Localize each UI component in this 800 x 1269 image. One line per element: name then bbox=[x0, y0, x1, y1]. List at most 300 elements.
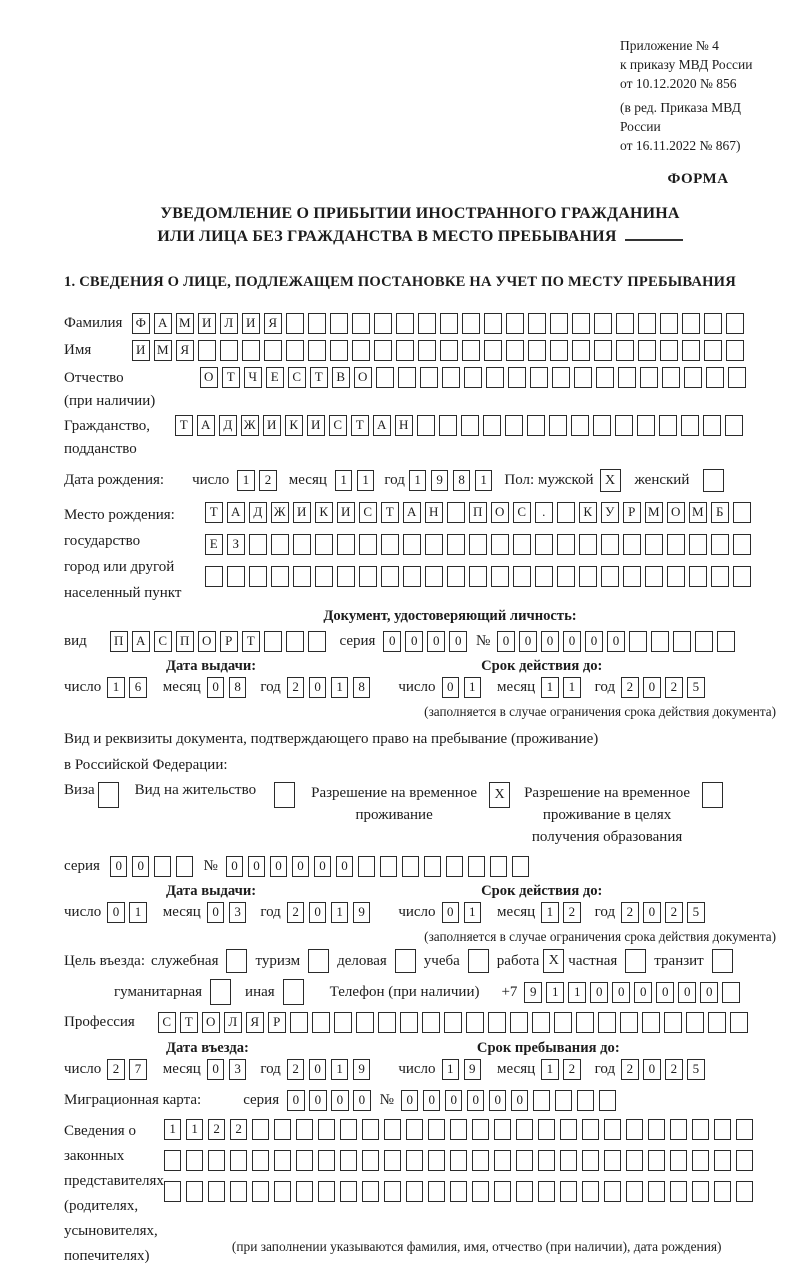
form-cell[interactable]: 8 bbox=[453, 470, 471, 491]
form-cell[interactable]: 9 bbox=[524, 982, 542, 1003]
form-cell[interactable]: 1 bbox=[357, 470, 375, 491]
form-cell[interactable] bbox=[406, 1181, 424, 1202]
form-cell[interactable] bbox=[220, 340, 238, 361]
form-cell[interactable] bbox=[571, 415, 589, 436]
form-cell[interactable] bbox=[359, 566, 377, 587]
form-cell[interactable]: И bbox=[293, 502, 311, 523]
form-cell[interactable] bbox=[577, 1090, 595, 1111]
form-cell[interactable] bbox=[352, 313, 370, 334]
form-cell[interactable] bbox=[651, 631, 669, 652]
form-cell[interactable]: 1 bbox=[331, 902, 349, 923]
form-cell[interactable] bbox=[513, 566, 531, 587]
form-cell[interactable]: К bbox=[579, 502, 597, 523]
form-cell[interactable]: Т bbox=[222, 367, 240, 388]
form-cell[interactable]: 0 bbox=[226, 856, 244, 877]
form-cell[interactable] bbox=[264, 631, 282, 652]
form-cell[interactable] bbox=[557, 534, 575, 555]
form-cell[interactable] bbox=[444, 1012, 462, 1033]
form-cell[interactable] bbox=[491, 566, 509, 587]
form-cell[interactable] bbox=[376, 367, 394, 388]
form-cell[interactable] bbox=[554, 1012, 572, 1033]
form-cell[interactable] bbox=[494, 1119, 512, 1140]
form-cell[interactable]: 2 bbox=[208, 1119, 226, 1140]
purpose-humanitarian-checkbox[interactable] bbox=[210, 979, 231, 1005]
form-cell[interactable] bbox=[601, 566, 619, 587]
form-cell[interactable] bbox=[704, 313, 722, 334]
form-cell[interactable]: 2 bbox=[665, 1059, 683, 1080]
form-cell[interactable] bbox=[530, 367, 548, 388]
form-cell[interactable]: Л bbox=[224, 1012, 242, 1033]
form-cell[interactable] bbox=[186, 1150, 204, 1171]
form-cell[interactable]: Р bbox=[623, 502, 641, 523]
form-cell[interactable] bbox=[711, 534, 729, 555]
form-cell[interactable] bbox=[447, 502, 465, 523]
form-cell[interactable] bbox=[425, 566, 443, 587]
form-cell[interactable] bbox=[560, 1150, 578, 1171]
form-cell[interactable] bbox=[447, 534, 465, 555]
form-cell[interactable] bbox=[640, 367, 658, 388]
form-cell[interactable] bbox=[472, 1181, 490, 1202]
form-cell[interactable] bbox=[593, 415, 611, 436]
form-cell[interactable]: Т bbox=[310, 367, 328, 388]
form-cell[interactable]: 2 bbox=[665, 902, 683, 923]
form-cell[interactable]: 0 bbox=[442, 902, 460, 923]
form-cell[interactable] bbox=[249, 566, 267, 587]
form-cell[interactable] bbox=[484, 313, 502, 334]
form-cell[interactable] bbox=[450, 1181, 468, 1202]
form-cell[interactable] bbox=[598, 1012, 616, 1033]
form-cell[interactable] bbox=[708, 1012, 726, 1033]
form-cell[interactable]: 0 bbox=[353, 1090, 371, 1111]
form-cell[interactable] bbox=[340, 1181, 358, 1202]
form-cell[interactable]: А bbox=[373, 415, 391, 436]
form-cell[interactable] bbox=[550, 313, 568, 334]
form-cell[interactable] bbox=[638, 340, 656, 361]
form-cell[interactable] bbox=[417, 415, 435, 436]
form-cell[interactable] bbox=[271, 534, 289, 555]
form-cell[interactable]: 1 bbox=[568, 982, 586, 1003]
form-cell[interactable] bbox=[623, 534, 641, 555]
form-cell[interactable] bbox=[725, 415, 743, 436]
form-cell[interactable] bbox=[711, 566, 729, 587]
form-cell[interactable] bbox=[704, 340, 722, 361]
form-cell[interactable] bbox=[637, 415, 655, 436]
form-cell[interactable] bbox=[549, 415, 567, 436]
form-cell[interactable] bbox=[286, 631, 304, 652]
form-cell[interactable] bbox=[230, 1181, 248, 1202]
form-cell[interactable]: 9 bbox=[464, 1059, 482, 1080]
form-cell[interactable] bbox=[337, 566, 355, 587]
form-cell[interactable]: 0 bbox=[132, 856, 150, 877]
form-cell[interactable] bbox=[484, 340, 502, 361]
form-cell[interactable] bbox=[286, 313, 304, 334]
form-cell[interactable]: 1 bbox=[331, 1059, 349, 1080]
form-cell[interactable]: 1 bbox=[409, 470, 427, 491]
form-cell[interactable] bbox=[461, 415, 479, 436]
form-cell[interactable] bbox=[472, 1150, 490, 1171]
form-cell[interactable] bbox=[717, 631, 735, 652]
form-cell[interactable]: 0 bbox=[634, 982, 652, 1003]
form-cell[interactable]: О bbox=[202, 1012, 220, 1033]
form-cell[interactable]: Т bbox=[381, 502, 399, 523]
form-cell[interactable]: И bbox=[132, 340, 150, 361]
form-cell[interactable] bbox=[626, 1181, 644, 1202]
form-cell[interactable] bbox=[557, 566, 575, 587]
form-cell[interactable]: 8 bbox=[353, 677, 371, 698]
form-cell[interactable]: 0 bbox=[643, 902, 661, 923]
form-cell[interactable]: 2 bbox=[563, 902, 581, 923]
form-cell[interactable]: С bbox=[158, 1012, 176, 1033]
form-cell[interactable] bbox=[308, 631, 326, 652]
form-cell[interactable] bbox=[381, 566, 399, 587]
form-cell[interactable] bbox=[296, 1181, 314, 1202]
form-cell[interactable]: 0 bbox=[207, 902, 225, 923]
form-cell[interactable] bbox=[252, 1150, 270, 1171]
form-cell[interactable] bbox=[736, 1150, 754, 1171]
form-cell[interactable]: А bbox=[132, 631, 150, 652]
form-cell[interactable]: 1 bbox=[541, 677, 559, 698]
form-cell[interactable] bbox=[648, 1119, 666, 1140]
form-cell[interactable] bbox=[623, 566, 641, 587]
form-cell[interactable] bbox=[626, 1119, 644, 1140]
form-cell[interactable] bbox=[660, 313, 678, 334]
form-cell[interactable] bbox=[424, 856, 442, 877]
form-cell[interactable] bbox=[264, 340, 282, 361]
form-cell[interactable]: П bbox=[176, 631, 194, 652]
form-cell[interactable] bbox=[616, 340, 634, 361]
form-cell[interactable] bbox=[447, 566, 465, 587]
form-cell[interactable] bbox=[692, 1150, 710, 1171]
form-cell[interactable] bbox=[403, 534, 421, 555]
form-cell[interactable]: 2 bbox=[287, 677, 305, 698]
form-cell[interactable]: 0 bbox=[314, 856, 332, 877]
form-cell[interactable] bbox=[488, 1012, 506, 1033]
form-cell[interactable] bbox=[402, 856, 420, 877]
form-cell[interactable] bbox=[648, 1150, 666, 1171]
form-cell[interactable]: 0 bbox=[336, 856, 354, 877]
form-cell[interactable]: Ж bbox=[241, 415, 259, 436]
form-cell[interactable] bbox=[733, 534, 751, 555]
form-cell[interactable]: С bbox=[288, 367, 306, 388]
form-cell[interactable] bbox=[596, 367, 614, 388]
form-cell[interactable] bbox=[418, 340, 436, 361]
form-cell[interactable]: 0 bbox=[590, 982, 608, 1003]
sex-male-checkbox[interactable]: X bbox=[600, 469, 621, 492]
form-cell[interactable] bbox=[576, 1012, 594, 1033]
form-cell[interactable]: Т bbox=[180, 1012, 198, 1033]
form-cell[interactable] bbox=[660, 340, 678, 361]
form-cell[interactable]: Ф bbox=[132, 313, 150, 334]
form-cell[interactable]: 2 bbox=[230, 1119, 248, 1140]
form-cell[interactable]: 3 bbox=[229, 1059, 247, 1080]
form-cell[interactable]: Р bbox=[220, 631, 238, 652]
purpose-official-checkbox[interactable] bbox=[226, 949, 247, 973]
form-cell[interactable] bbox=[486, 367, 504, 388]
form-cell[interactable]: 0 bbox=[270, 856, 288, 877]
form-cell[interactable] bbox=[645, 566, 663, 587]
form-cell[interactable]: 0 bbox=[442, 677, 460, 698]
form-cell[interactable]: 9 bbox=[431, 470, 449, 491]
form-cell[interactable]: 0 bbox=[309, 677, 327, 698]
form-cell[interactable]: 0 bbox=[292, 856, 310, 877]
form-cell[interactable] bbox=[318, 1181, 336, 1202]
form-cell[interactable] bbox=[733, 566, 751, 587]
form-cell[interactable] bbox=[535, 566, 553, 587]
form-cell[interactable] bbox=[582, 1150, 600, 1171]
form-cell[interactable]: 0 bbox=[643, 1059, 661, 1080]
form-cell[interactable] bbox=[703, 415, 721, 436]
temp-residence-edu-checkbox[interactable] bbox=[702, 782, 723, 808]
form-cell[interactable]: 6 bbox=[129, 677, 147, 698]
form-cell[interactable] bbox=[560, 1119, 578, 1140]
form-cell[interactable]: 1 bbox=[442, 1059, 460, 1080]
form-cell[interactable] bbox=[293, 566, 311, 587]
form-cell[interactable]: Ж bbox=[271, 502, 289, 523]
form-cell[interactable]: О bbox=[354, 367, 372, 388]
form-cell[interactable] bbox=[538, 1119, 556, 1140]
form-cell[interactable] bbox=[642, 1012, 660, 1033]
form-cell[interactable] bbox=[604, 1119, 622, 1140]
form-cell[interactable]: 2 bbox=[621, 1059, 639, 1080]
form-cell[interactable] bbox=[538, 1150, 556, 1171]
form-cell[interactable] bbox=[516, 1181, 534, 1202]
form-cell[interactable] bbox=[400, 1012, 418, 1033]
form-cell[interactable] bbox=[673, 631, 691, 652]
form-cell[interactable] bbox=[490, 856, 508, 877]
form-cell[interactable]: 1 bbox=[335, 470, 353, 491]
form-cell[interactable] bbox=[396, 340, 414, 361]
form-cell[interactable]: 0 bbox=[489, 1090, 507, 1111]
form-cell[interactable]: 0 bbox=[287, 1090, 305, 1111]
form-cell[interactable] bbox=[535, 534, 553, 555]
form-cell[interactable]: 1 bbox=[546, 982, 564, 1003]
form-cell[interactable]: Ч bbox=[244, 367, 262, 388]
form-cell[interactable]: Н bbox=[425, 502, 443, 523]
form-cell[interactable] bbox=[508, 367, 526, 388]
purpose-tourism-checkbox[interactable] bbox=[308, 949, 329, 973]
form-cell[interactable] bbox=[420, 367, 438, 388]
form-cell[interactable]: 0 bbox=[423, 1090, 441, 1111]
purpose-other-checkbox[interactable] bbox=[283, 979, 304, 1005]
form-cell[interactable] bbox=[384, 1119, 402, 1140]
form-cell[interactable]: 1 bbox=[186, 1119, 204, 1140]
form-cell[interactable]: А bbox=[154, 313, 172, 334]
form-cell[interactable]: 0 bbox=[449, 631, 467, 652]
form-cell[interactable] bbox=[682, 340, 700, 361]
form-cell[interactable] bbox=[164, 1150, 182, 1171]
form-cell[interactable]: Т bbox=[351, 415, 369, 436]
form-cell[interactable] bbox=[682, 313, 700, 334]
purpose-business-checkbox[interactable] bbox=[395, 949, 416, 973]
form-cell[interactable]: 2 bbox=[287, 1059, 305, 1080]
form-cell[interactable]: Я bbox=[264, 313, 282, 334]
form-cell[interactable] bbox=[352, 340, 370, 361]
form-cell[interactable]: 1 bbox=[331, 677, 349, 698]
form-cell[interactable] bbox=[538, 1181, 556, 1202]
form-cell[interactable]: 0 bbox=[383, 631, 401, 652]
form-cell[interactable] bbox=[362, 1150, 380, 1171]
form-cell[interactable]: С bbox=[513, 502, 531, 523]
form-cell[interactable]: 0 bbox=[563, 631, 581, 652]
form-cell[interactable]: Л bbox=[220, 313, 238, 334]
purpose-study-checkbox[interactable] bbox=[468, 949, 489, 973]
form-cell[interactable] bbox=[358, 856, 376, 877]
form-cell[interactable]: О bbox=[667, 502, 685, 523]
form-cell[interactable]: 9 bbox=[353, 1059, 371, 1080]
form-cell[interactable]: Я bbox=[176, 340, 194, 361]
form-cell[interactable] bbox=[528, 313, 546, 334]
form-cell[interactable] bbox=[667, 566, 685, 587]
form-cell[interactable]: 0 bbox=[519, 631, 537, 652]
form-cell[interactable]: 0 bbox=[678, 982, 696, 1003]
form-cell[interactable]: 0 bbox=[401, 1090, 419, 1111]
form-cell[interactable] bbox=[315, 534, 333, 555]
form-cell[interactable] bbox=[450, 1119, 468, 1140]
form-cell[interactable]: С bbox=[329, 415, 347, 436]
form-cell[interactable]: 0 bbox=[309, 1059, 327, 1080]
form-cell[interactable] bbox=[374, 313, 392, 334]
form-cell[interactable]: 0 bbox=[585, 631, 603, 652]
form-cell[interactable]: П bbox=[469, 502, 487, 523]
form-cell[interactable]: 2 bbox=[621, 902, 639, 923]
form-cell[interactable] bbox=[579, 566, 597, 587]
form-cell[interactable] bbox=[599, 1090, 617, 1111]
form-cell[interactable] bbox=[274, 1119, 292, 1140]
form-cell[interactable] bbox=[604, 1150, 622, 1171]
form-cell[interactable] bbox=[594, 340, 612, 361]
form-cell[interactable] bbox=[689, 534, 707, 555]
form-cell[interactable] bbox=[418, 313, 436, 334]
form-cell[interactable] bbox=[462, 340, 480, 361]
form-cell[interactable] bbox=[513, 534, 531, 555]
form-cell[interactable] bbox=[469, 566, 487, 587]
form-cell[interactable]: К bbox=[285, 415, 303, 436]
form-cell[interactable] bbox=[572, 313, 590, 334]
form-cell[interactable]: 1 bbox=[541, 1059, 559, 1080]
form-cell[interactable]: Т bbox=[175, 415, 193, 436]
sex-female-checkbox[interactable] bbox=[703, 469, 724, 492]
form-cell[interactable] bbox=[384, 1181, 402, 1202]
form-cell[interactable] bbox=[380, 856, 398, 877]
form-cell[interactable]: 1 bbox=[464, 902, 482, 923]
form-cell[interactable] bbox=[242, 340, 260, 361]
form-cell[interactable] bbox=[462, 313, 480, 334]
form-cell[interactable]: 0 bbox=[612, 982, 630, 1003]
form-cell[interactable]: А bbox=[197, 415, 215, 436]
form-cell[interactable] bbox=[290, 1012, 308, 1033]
form-cell[interactable] bbox=[686, 1012, 704, 1033]
form-cell[interactable] bbox=[629, 631, 647, 652]
form-cell[interactable] bbox=[439, 415, 457, 436]
form-cell[interactable] bbox=[362, 1181, 380, 1202]
form-cell[interactable] bbox=[557, 502, 575, 523]
form-cell[interactable] bbox=[252, 1119, 270, 1140]
form-cell[interactable]: М bbox=[645, 502, 663, 523]
form-cell[interactable] bbox=[594, 313, 612, 334]
form-cell[interactable]: С bbox=[359, 502, 377, 523]
form-cell[interactable] bbox=[330, 313, 348, 334]
form-cell[interactable] bbox=[695, 631, 713, 652]
form-cell[interactable]: М bbox=[154, 340, 172, 361]
form-cell[interactable] bbox=[274, 1181, 292, 1202]
form-cell[interactable] bbox=[516, 1150, 534, 1171]
form-cell[interactable] bbox=[616, 313, 634, 334]
form-cell[interactable]: 2 bbox=[563, 1059, 581, 1080]
form-cell[interactable]: 0 bbox=[467, 1090, 485, 1111]
form-cell[interactable] bbox=[692, 1181, 710, 1202]
form-cell[interactable] bbox=[684, 367, 702, 388]
form-cell[interactable]: 0 bbox=[331, 1090, 349, 1111]
form-cell[interactable] bbox=[208, 1181, 226, 1202]
form-cell[interactable]: 0 bbox=[110, 856, 128, 877]
form-cell[interactable] bbox=[176, 856, 194, 877]
form-cell[interactable] bbox=[315, 566, 333, 587]
form-cell[interactable] bbox=[689, 566, 707, 587]
form-cell[interactable] bbox=[340, 1119, 358, 1140]
form-cell[interactable]: 0 bbox=[248, 856, 266, 877]
form-cell[interactable] bbox=[730, 1012, 748, 1033]
form-cell[interactable]: 0 bbox=[405, 631, 423, 652]
form-cell[interactable]: . bbox=[535, 502, 553, 523]
form-cell[interactable] bbox=[714, 1119, 732, 1140]
form-cell[interactable] bbox=[664, 1012, 682, 1033]
form-cell[interactable] bbox=[491, 534, 509, 555]
form-cell[interactable] bbox=[733, 502, 751, 523]
form-cell[interactable] bbox=[227, 566, 245, 587]
form-cell[interactable] bbox=[450, 1150, 468, 1171]
form-cell[interactable] bbox=[667, 534, 685, 555]
form-cell[interactable] bbox=[428, 1119, 446, 1140]
form-cell[interactable] bbox=[670, 1181, 688, 1202]
form-cell[interactable] bbox=[296, 1119, 314, 1140]
form-cell[interactable] bbox=[406, 1119, 424, 1140]
form-cell[interactable]: 0 bbox=[207, 677, 225, 698]
form-cell[interactable]: 0 bbox=[107, 902, 125, 923]
form-cell[interactable]: Я bbox=[246, 1012, 264, 1033]
form-cell[interactable] bbox=[714, 1150, 732, 1171]
form-cell[interactable] bbox=[604, 1181, 622, 1202]
form-cell[interactable] bbox=[440, 313, 458, 334]
form-cell[interactable] bbox=[198, 340, 216, 361]
form-cell[interactable] bbox=[483, 415, 501, 436]
residence-permit-checkbox[interactable] bbox=[274, 782, 295, 808]
form-cell[interactable] bbox=[356, 1012, 374, 1033]
form-cell[interactable]: 1 bbox=[164, 1119, 182, 1140]
form-cell[interactable] bbox=[446, 856, 464, 877]
form-cell[interactable]: 1 bbox=[107, 677, 125, 698]
form-cell[interactable] bbox=[555, 1090, 573, 1111]
form-cell[interactable]: А bbox=[227, 502, 245, 523]
form-cell[interactable] bbox=[468, 856, 486, 877]
form-cell[interactable]: 0 bbox=[643, 677, 661, 698]
form-cell[interactable] bbox=[736, 1181, 754, 1202]
form-cell[interactable]: С bbox=[154, 631, 172, 652]
form-cell[interactable] bbox=[442, 367, 460, 388]
form-cell[interactable]: 3 bbox=[229, 902, 247, 923]
form-cell[interactable] bbox=[494, 1150, 512, 1171]
form-cell[interactable] bbox=[330, 340, 348, 361]
form-cell[interactable] bbox=[726, 340, 744, 361]
form-cell[interactable] bbox=[579, 534, 597, 555]
form-cell[interactable] bbox=[510, 1012, 528, 1033]
form-cell[interactable] bbox=[505, 415, 523, 436]
form-cell[interactable] bbox=[692, 1119, 710, 1140]
form-cell[interactable] bbox=[615, 415, 633, 436]
form-cell[interactable]: В bbox=[332, 367, 350, 388]
form-cell[interactable] bbox=[396, 313, 414, 334]
form-cell[interactable]: 1 bbox=[464, 677, 482, 698]
form-cell[interactable]: 2 bbox=[665, 677, 683, 698]
